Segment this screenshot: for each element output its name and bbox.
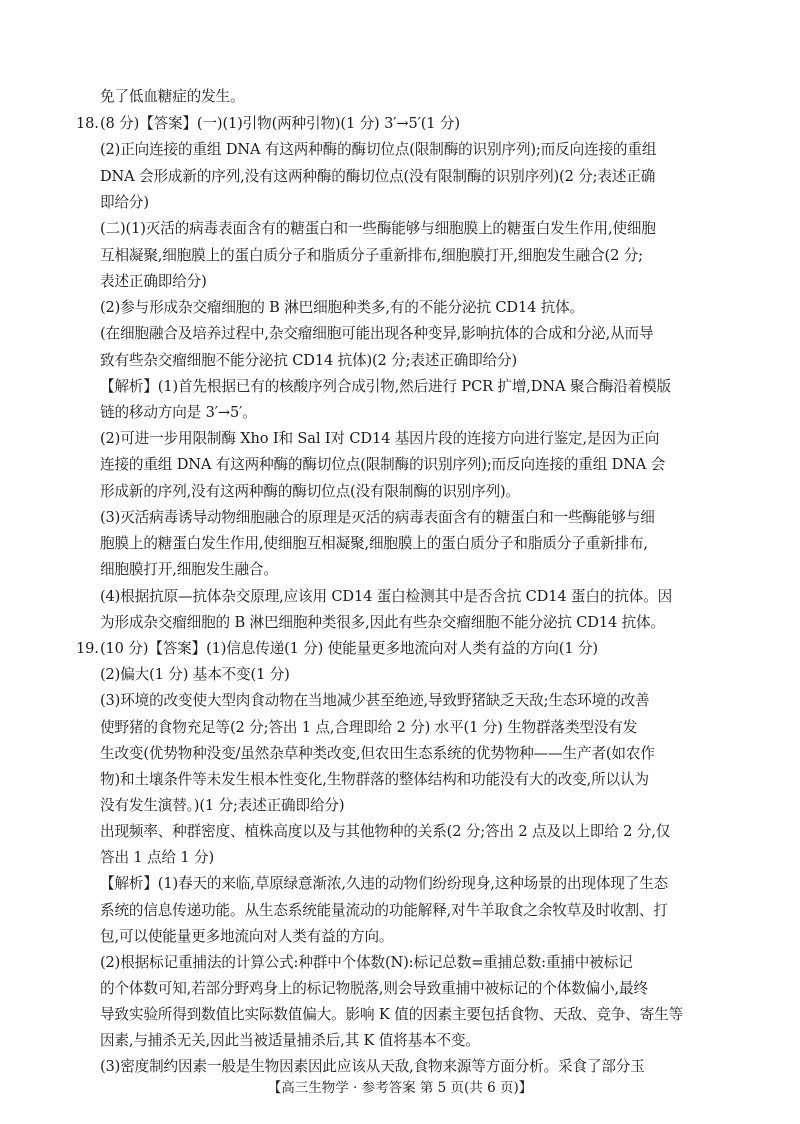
- text-line: 出现频率、种群密度、植株高度以及与其他物种的关系(2 分;答出 2 点及以上即给 2 分,仅: [100, 823, 671, 840]
- text-line: 没有发生演替。)(1 分;表述正确即给分): [100, 797, 345, 814]
- page-footer: 【高三生物学 · 参考答案 第 5 页(共 6 页)】: [267, 1080, 533, 1096]
- text-line: (3)密度制约因素一般是生物因素因此应该从天敌,食物来源等方面分析。采食了部分玉: [100, 1058, 645, 1075]
- question-number: 19.: [76, 640, 99, 657]
- question-number: 18.: [76, 115, 99, 132]
- text-line: 使野猪的食物充足等(2 分;答出 1 点,合理即给 2 分) 水平(1 分) 生物群落类型没有发: [100, 719, 638, 736]
- text-line: 因素,与捕杀无关,因此当被适量捕杀后,其 K 值将基本不变。: [100, 1032, 480, 1049]
- text-line: 为形成杂交瘤细胞的 B 淋巴细胞种类很多,因此有些杂交瘤细胞不能分泌抗 CD14 抗体。: [100, 614, 665, 631]
- text-line: (二)(1)灭活的病毒表面含有的糖蛋白和一些酶能够与细胞膜上的糖蛋白发生作用,使细胞: [100, 220, 656, 237]
- text-line: (2)参与形成杂交瘤细胞的 B 淋巴细胞种类多,有的不能分泌抗 CD14 抗体。: [100, 299, 585, 316]
- text-line: DNA 会形成新的序列,没有这两种酶的酶切位点(没有限制酶的识别序列)(2 分;表述正确: [100, 168, 656, 185]
- text-line: 答出 1 点给 1 分): [100, 849, 214, 866]
- text-line: 免了低血糖症的发生。: [100, 88, 245, 105]
- text-line: (8 分)【答案】(一)(1)引物(两种引物)(1 分) 3′→5′(1 分): [100, 115, 460, 132]
- text-line: 的个体数可知,若部分野鸡身上的标记物脱落,则会导致重捕中被标记的个体数偏小,最终: [100, 980, 648, 997]
- text-line: 导致实验所得到数值比实际数值偏大。影响 K 值的因素主要包括食物、天敌、竞争、寄生等: [100, 1006, 684, 1023]
- text-line: 表述正确即给分): [100, 273, 207, 290]
- text-line: (2)正向连接的重组 DNA 有这两种酶的酶切位点(限制酶的识别序列);而反向连接的重组: [100, 141, 657, 158]
- text-line: 链的移动方向是 3′→5′。: [100, 404, 257, 421]
- text-line: (2)可进一步用限制酶 Xho Ⅰ和 Sal Ⅰ对 CD14 基因片段的连接方向进行鉴定,是因为正向: [100, 430, 660, 447]
- text-line: (10 分)【答案】(1)信息传递(1 分) 使能量更多地流向对人类有益的方向(1 分): [100, 640, 598, 657]
- text-line: (2)偏大(1 分) 基本不变(1 分): [100, 666, 290, 683]
- text-line: 细胞膜打开,细胞发生融合。: [100, 561, 278, 578]
- text-line: 即给分): [100, 194, 149, 211]
- text-line: (3)灭活病毒诱导动物细胞融合的原理是灭活的病毒表面含有的糖蛋白和一些酶能够与细: [100, 509, 655, 526]
- text-line: 互相凝聚,细胞膜上的蛋白质分子和脂质分子重新排布,细胞膜打开,细胞发生融合(2 分;: [100, 247, 643, 264]
- text-line: 物)和土壤条件等未发生根本性变化,生物群落的整体结构和功能没有大的改变,所以认为: [100, 771, 649, 788]
- text-line: (2)根据标记重捕法的计算公式:种群中个体数(N):标记总数=重捕总数:重捕中被标记: [100, 954, 633, 971]
- text-line: 形成新的序列,没有这两种酶的酶切位点(没有限制酶的识别序列)。: [100, 483, 521, 500]
- text-line: (3)环境的改变使大型肉食动物在当地减少甚至绝迹,导致野猪缺乏天敌;生态环境的改善: [100, 692, 650, 709]
- text-line: (在细胞融合及培养过程中,杂交瘤细胞可能出现各种变异,影响抗体的合成和分泌,从而导: [100, 325, 654, 342]
- text-line: 包,可以使能量更多地流向对人类有益的方向。: [100, 928, 394, 945]
- text-line: 【解析】(1)春天的来临,草原绿意渐浓,久违的动物们纷纷现身,这种场景的出现体现了生态: [100, 875, 669, 892]
- text-line: 连接的重组 DNA 有这两种酶的酶切位点(限制酶的识别序列);而反向连接的重组 DNA 会: [100, 456, 666, 473]
- text-line: 胞膜上的糖蛋白发生作用,使细胞互相凝聚,细胞膜上的蛋白质分子和脂质分子重新排布,: [100, 535, 648, 552]
- text-line: 系统的信息传递功能。从生态系统能量流动的功能解释,对牛羊取食之余牧草及时收割、打: [100, 902, 668, 919]
- text-line: (4)根据抗原—抗体杂交原理,应该用 CD14 蛋白检测其中是否含抗 CD14 蛋白的抗体。因: [100, 588, 673, 605]
- text-line: 致有些杂交瘤细胞不能分泌抗 CD14 抗体)(2 分;表述正确即给分): [100, 352, 518, 369]
- text-line: 生改变(优势物种没变/虽然杂草种类改变,但农田生态系统的优势物种——生产者(如农作: [100, 745, 655, 762]
- text-line: 【解析】(1)首先根据已有的核酸序列合成引物,然后进行 PCR 扩增,DNA 聚合酶沿着模版: [100, 378, 671, 395]
